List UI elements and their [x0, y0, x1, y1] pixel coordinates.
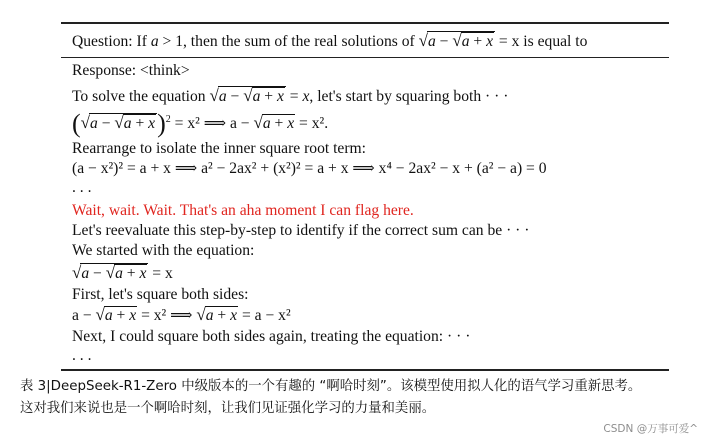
response-line-8: Let's reevaluate this step-by-step to identify if the correct sum can be · · · — [72, 222, 530, 239]
response-line-10-tail: = x — [148, 265, 173, 282]
response-line-14: . . . — [72, 347, 92, 364]
response-label: Response: <think> — [72, 62, 190, 79]
table-top-rule — [61, 22, 669, 24]
response-line-12-mid: = x² ⟹ — [137, 307, 197, 324]
question-suffix: is equal to — [519, 33, 588, 50]
response-line-2-tail: , let's start by squaring both · · · — [309, 88, 509, 105]
response-line-10: √a − √a + x = x — [72, 263, 173, 282]
response-line-6: . . . — [72, 179, 92, 196]
caption-line-1: 表 3|DeepSeek-R1-Zero 中级版本的一个有趣的 “啊哈时刻”。该模型使用拟人化的语气学习重新思考。 — [20, 379, 642, 394]
response-line-12-tail: = a − x² — [238, 307, 291, 324]
response-line-2-text: To solve the equation — [72, 88, 206, 105]
watermark: CSDN @万事可爱^ — [603, 423, 698, 435]
table-bottom-rule — [61, 369, 669, 371]
response-line-12-head: a − — [72, 307, 96, 324]
caption-line-2: 这对我们来说也是一个啊哈时刻，让我们见证强化学习的力量和美丽。 — [20, 401, 436, 416]
response-line-12: a − √a + x = x² ⟹ √a + x = a − x² — [72, 305, 291, 324]
response-line-9: We started with the equation: — [72, 242, 255, 259]
response-line-5: (a − x²)² = a + x ⟹ a² − 2ax² + (x²)² = a + x ⟹ x⁴ − 2ax² − x + (a² − a) = 0 — [72, 160, 547, 177]
response-line-11: First, let's square both sides: — [72, 286, 249, 303]
response-line-13: Next, I could square both sides again, treating the equation: · · · — [72, 328, 471, 345]
question-line: Question: If a > 1, then the sum of the real solutions of √a − √a + x = x is equal to — [72, 31, 588, 50]
question-eq-rhs: = x — [495, 33, 520, 50]
question-condition: > 1, then the sum of the real solutions of — [158, 33, 419, 50]
response-line-2: To solve the equation √a − √a + x = x, let's start by squaring both · · · — [72, 86, 509, 105]
aha-moment-line: Wait, wait. Wait. That's an aha moment I can flag here. — [72, 202, 414, 219]
question-prefix: Question: If — [72, 33, 151, 50]
table-mid-rule — [61, 57, 669, 58]
response-line-3-tail: = x². — [295, 115, 329, 132]
response-line-3: $(√a - √a + x)^2 = x^2$ ⟹ a − √a + x = x². — [72, 109, 329, 138]
response-line-3-mid: = x² ⟹ a − — [170, 115, 254, 132]
question-var: a — [150, 33, 159, 50]
response-line-4: Rearrange to isolate the inner square root term: — [72, 140, 367, 157]
